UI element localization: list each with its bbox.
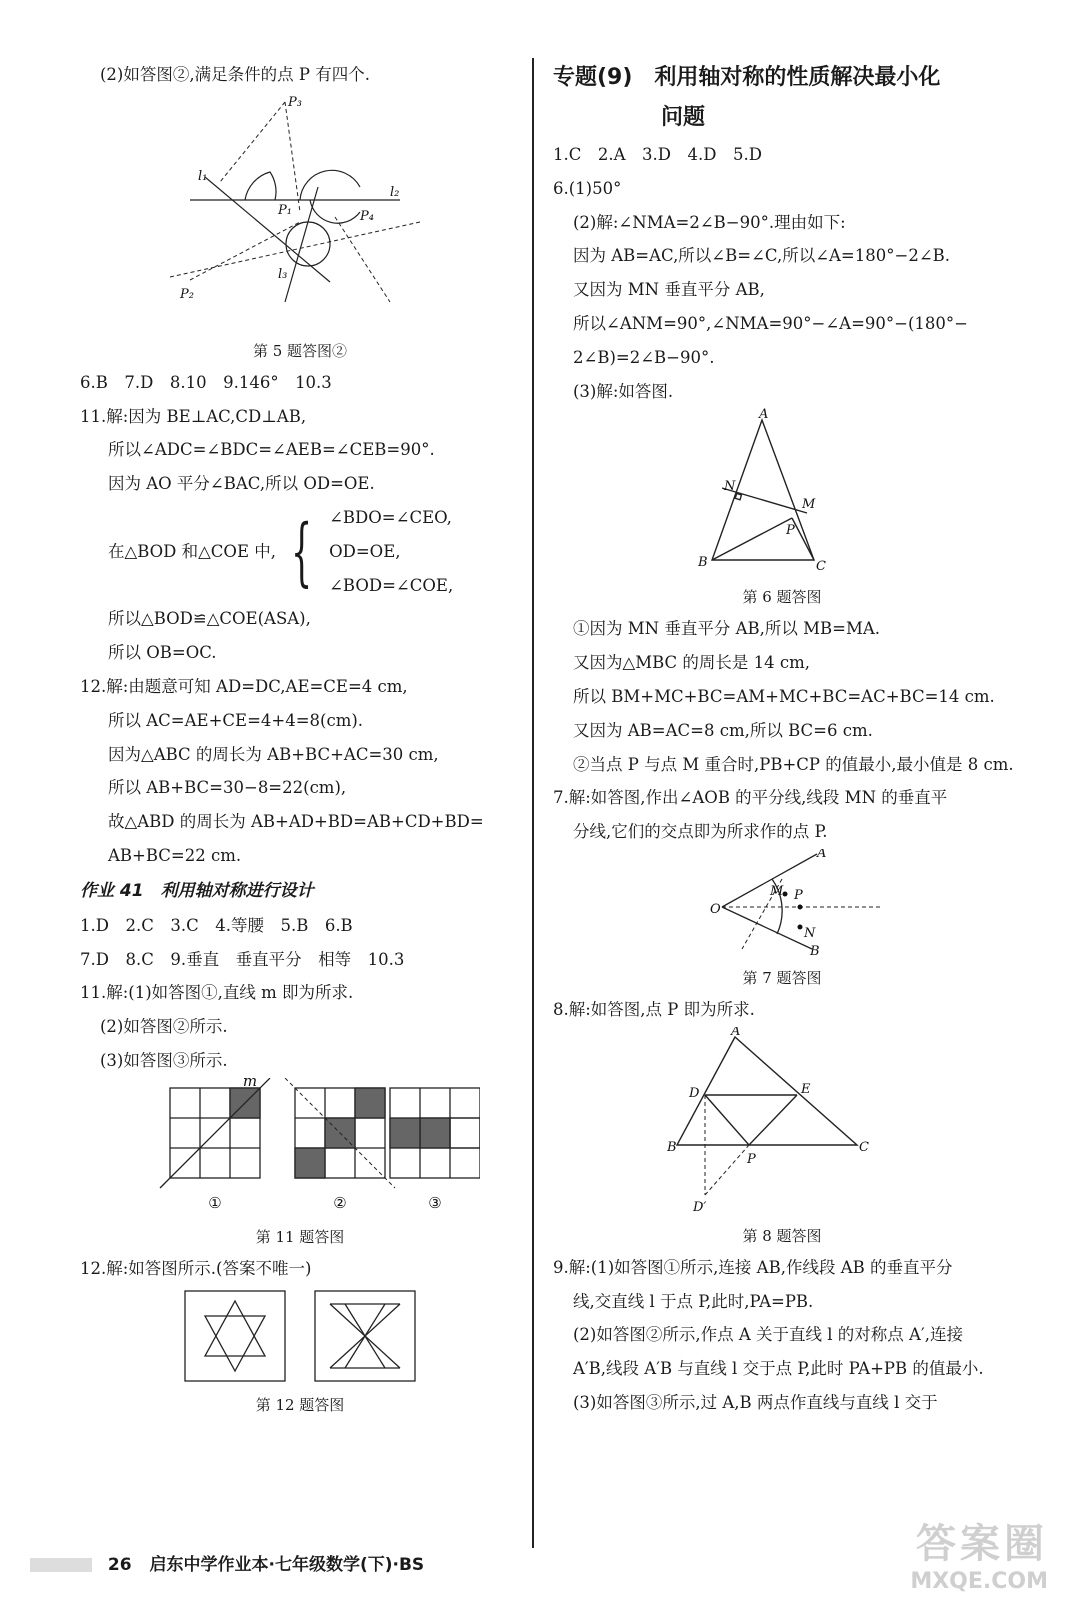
text-line: ∠BOD=∠COE, bbox=[329, 575, 454, 595]
figure-11-diagram bbox=[120, 1078, 480, 1218]
text-line: 2∠B)=2∠B−90°. bbox=[573, 347, 715, 367]
text-line: OD=OE, bbox=[329, 541, 401, 561]
text-line: 因为 AB=AC,所以∠B=∠C,所以∠A=180°−2∠B. bbox=[573, 246, 951, 266]
figure-8-diagram bbox=[667, 1027, 897, 1217]
text-line: 分线,它们的交点即为所求作的点 P. bbox=[573, 822, 828, 842]
text-line: 7.解:如答图,作出∠AOB 的平分线,线段 MN 的垂直平 bbox=[553, 788, 948, 808]
label: m bbox=[242, 1077, 258, 1090]
text-line: A′B,线段 A′B 与直线 l 交于点 P,此时 PA+PB 的值最小. bbox=[573, 1359, 984, 1379]
left-column bbox=[80, 58, 520, 1420]
text-line: 因为△ABC 的周长为 AB+BC+AC=30 cm, bbox=[108, 744, 439, 764]
figure-5-diagram bbox=[150, 92, 450, 332]
label: C bbox=[816, 559, 826, 575]
figure-caption: 第 12 题答图 bbox=[255, 1395, 345, 1414]
page-number: 26 bbox=[107, 1555, 132, 1575]
figure-caption: 第 7 题答图 bbox=[742, 968, 822, 987]
text-line: 所以 AB+BC=30−8=22(cm), bbox=[108, 778, 347, 798]
text-line: 11.解:(1)如答图①,直线 m 即为所求. bbox=[80, 983, 354, 1003]
column-divider bbox=[532, 58, 534, 1548]
text-line: 所以∠ANM=90°,∠NMA=90°−∠A=90°−(180°− bbox=[573, 313, 969, 333]
text-line: 所以△BOD≌△COE(ASA), bbox=[108, 609, 311, 629]
label: E bbox=[801, 1081, 811, 1097]
book-title: 启东中学作业本·七年级数学(下)·BS bbox=[149, 1555, 425, 1575]
right-column bbox=[553, 58, 1014, 1420]
label: O bbox=[710, 901, 721, 917]
footer-bar bbox=[30, 1558, 92, 1572]
figure-12 bbox=[80, 1286, 520, 1390]
text-line: 又因为 MN 垂直平分 AB, bbox=[573, 280, 765, 300]
label: M bbox=[802, 497, 816, 513]
label: P bbox=[747, 1151, 756, 1167]
figure-7-diagram bbox=[682, 849, 882, 959]
text-line: (2)如答图②所示,作点 A 关于直线 l 的对称点 A′,连接 bbox=[573, 1325, 963, 1345]
label: P bbox=[786, 523, 795, 539]
label: P bbox=[794, 887, 803, 903]
system-block bbox=[80, 501, 520, 602]
text-line: 又因为 AB=AC=8 cm,所以 BC=6 cm. bbox=[573, 720, 873, 740]
text-line: (3)如答图③所示,过 A,B 两点作直线与直线 l 交于 bbox=[573, 1392, 938, 1412]
figure-5 bbox=[80, 92, 520, 336]
text-line: 6.B 7.D 8.10 9.146° 10.3 bbox=[80, 372, 332, 392]
label: D′ bbox=[693, 1199, 707, 1215]
label: D bbox=[689, 1085, 700, 1101]
label: A bbox=[817, 848, 827, 861]
brace: { bbox=[290, 508, 313, 595]
text-line: (2)解:∠NMA=2∠B−90°.理由如下: bbox=[573, 212, 846, 232]
text-line: 1.C 2.A 3.D 4.D 5.D bbox=[553, 145, 762, 164]
text-line: 1.D 2.C 3.C 4.等腰 5.B 6.B bbox=[80, 915, 353, 935]
label: A bbox=[731, 1026, 741, 1039]
text-line: 7.D 8.C 9.垂直 垂直平分 相等 10.3 bbox=[80, 949, 405, 969]
label: ② bbox=[333, 1193, 347, 1212]
figure-6 bbox=[553, 408, 1011, 582]
label: ① bbox=[208, 1193, 222, 1212]
text-line: 所以 BM+MC+BC=AM+MC+BC=AC+BC=14 cm. bbox=[573, 686, 995, 706]
label: P₁ bbox=[278, 202, 292, 218]
page-footer bbox=[30, 1550, 424, 1575]
text-line: 线,交直线 l 于点 P,此时,PA=PB. bbox=[573, 1291, 814, 1311]
text-line: 在△BOD 和△COE 中, bbox=[108, 541, 276, 561]
label: P₂ bbox=[180, 286, 194, 302]
text-line: ∠BDO=∠CEO, bbox=[329, 507, 452, 527]
text-line: AB+BC=22 cm. bbox=[108, 845, 242, 865]
topic-heading: 专题(9) 利用轴对称的性质解决最小化 bbox=[553, 65, 941, 90]
figure-caption: 第 8 题答图 bbox=[742, 1226, 822, 1245]
label: C bbox=[859, 1139, 869, 1155]
figure-caption: 第 11 题答图 bbox=[255, 1227, 345, 1246]
text-line: 故△ABD 的周长为 AB+AD+BD=AB+CD+BD= bbox=[108, 812, 484, 832]
label: B bbox=[667, 1139, 677, 1155]
label: A bbox=[759, 408, 769, 423]
figure-8 bbox=[553, 1027, 1011, 1221]
watermark bbox=[910, 1512, 1048, 1594]
text-line: 所以∠ADC=∠BDC=∠AEB=∠CEB=90°. bbox=[108, 440, 435, 460]
figure-11 bbox=[80, 1078, 520, 1222]
text-line: 又因为△MBC 的周长是 14 cm, bbox=[573, 653, 811, 673]
text-line: ①因为 MN 垂直平分 AB,所以 MB=MA. bbox=[573, 619, 880, 639]
text-line: 12.解:如答图所示.(答案不唯一) bbox=[80, 1258, 312, 1278]
text-line: 6.(1)50° bbox=[553, 178, 622, 198]
label: l₁ bbox=[198, 168, 208, 184]
label: l₃ bbox=[278, 266, 288, 282]
label: N bbox=[804, 925, 816, 941]
label: P₄ bbox=[360, 208, 374, 224]
text-line: (3)如答图③所示. bbox=[100, 1050, 228, 1070]
label: M bbox=[770, 883, 784, 899]
text-line: 12.解:由题意可知 AD=DC,AE=CE=4 cm, bbox=[80, 676, 408, 696]
text-line: ②当点 P 与点 M 重合时,PB+CP 的值最小,最小值是 8 cm. bbox=[573, 754, 1014, 774]
figure-7 bbox=[553, 849, 1011, 963]
text-line: 8.解:如答图,点 P 即为所求. bbox=[553, 999, 755, 1019]
watermark-text: 答案圈 bbox=[916, 1521, 1048, 1567]
section-heading: 作业 41 利用轴对称进行设计 bbox=[80, 880, 314, 901]
system-lines bbox=[329, 501, 453, 602]
text-line: 因为 AO 平分∠BAC,所以 OD=OE. bbox=[108, 474, 375, 494]
label: B bbox=[810, 943, 820, 959]
figure-caption: 第 5 题答图② bbox=[252, 341, 348, 360]
text-line: 9.解:(1)如答图①所示,连接 AB,作线段 AB 的垂直平分 bbox=[553, 1257, 953, 1277]
label: P₃ bbox=[288, 94, 302, 110]
text-line: 11.解:因为 BE⊥AC,CD⊥AB, bbox=[80, 406, 307, 426]
text-line: (3)解:如答图. bbox=[573, 381, 674, 401]
figure-6-diagram bbox=[682, 408, 882, 578]
label: B bbox=[698, 555, 708, 571]
figure-caption: 第 6 题答图 bbox=[742, 588, 822, 607]
watermark-url: MXQE.COM bbox=[910, 1569, 1048, 1594]
text-line: (2)如答图②所示. bbox=[100, 1017, 228, 1037]
figure-12-diagram bbox=[180, 1286, 420, 1386]
label: l₂ bbox=[390, 184, 400, 200]
topic-heading-continued: 问题 bbox=[661, 105, 706, 130]
label: N bbox=[724, 479, 736, 495]
text-line: 所以 OB=OC. bbox=[108, 643, 217, 663]
text-line: 所以 AC=AE+CE=4+4=8(cm). bbox=[108, 710, 364, 730]
text-line: (2)如答图②,满足条件的点 P 有四个. bbox=[100, 65, 370, 84]
label: ③ bbox=[428, 1193, 442, 1212]
